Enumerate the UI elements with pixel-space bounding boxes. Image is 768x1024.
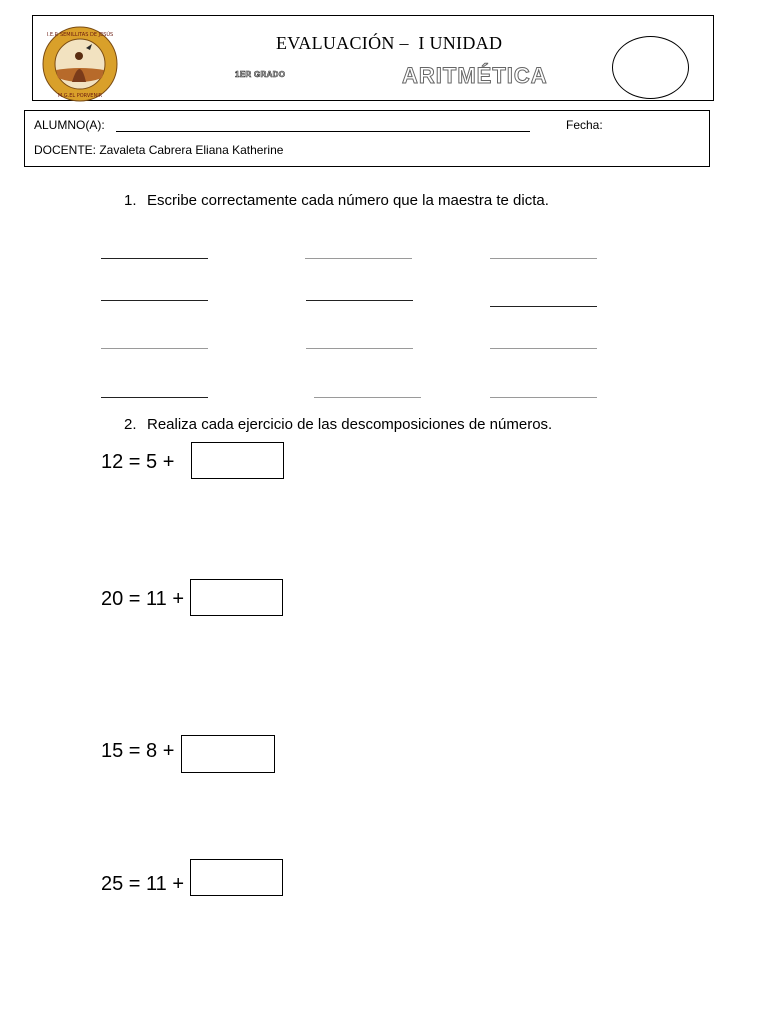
question-number: 1. bbox=[124, 192, 137, 209]
school-seal-logo bbox=[42, 26, 118, 102]
dictation-line[interactable] bbox=[490, 306, 597, 307]
dictation-line[interactable] bbox=[101, 258, 208, 259]
dictation-line[interactable] bbox=[314, 397, 421, 398]
question-text: Escribe correctamente cada número que la maestra te dicta. bbox=[147, 192, 549, 209]
header-box bbox=[32, 15, 714, 101]
dictation-line[interactable] bbox=[101, 397, 208, 398]
dictation-line[interactable] bbox=[306, 348, 413, 349]
question-number: 2. bbox=[124, 416, 137, 433]
student-info-box bbox=[24, 110, 710, 167]
equation-text: 20 = 11 + bbox=[101, 588, 185, 610]
date-label: Fecha: bbox=[566, 118, 603, 132]
student-name-label: ALUMNO(A): bbox=[34, 118, 105, 132]
grade-label: 1ER GRADO bbox=[235, 70, 286, 79]
exam-title: EVALUACIÓN – I UNIDAD bbox=[276, 33, 503, 53]
question-text: Realiza cada ejercicio de las descomposiciones de números. bbox=[147, 416, 553, 433]
teacher-label: DOCENTE: Zavaleta Cabrera Eliana Katherine bbox=[34, 143, 284, 157]
answer-box[interactable] bbox=[191, 442, 284, 479]
dictation-line[interactable] bbox=[490, 397, 597, 398]
dictation-line[interactable] bbox=[306, 300, 413, 301]
dictation-line[interactable] bbox=[101, 300, 208, 301]
answer-box[interactable] bbox=[190, 579, 283, 616]
equation-text: 25 = 11 + bbox=[101, 873, 185, 895]
equation-text: 15 = 8 + bbox=[101, 740, 175, 762]
equation-text: 12 = 5 + bbox=[101, 451, 175, 473]
answer-box[interactable] bbox=[190, 859, 283, 896]
dictation-line[interactable] bbox=[490, 258, 597, 259]
subject-title: ARITMÉTICA bbox=[402, 63, 548, 88]
svg-text:M.G.EL PORVENIR: M.G.EL PORVENIR bbox=[57, 93, 103, 99]
dictation-line[interactable] bbox=[305, 258, 412, 259]
svg-text:I.E.P. SEMILLITAS DE JESÚS: I.E.P. SEMILLITAS DE JESÚS bbox=[46, 32, 114, 38]
student-name-field[interactable] bbox=[116, 131, 530, 132]
score-oval[interactable] bbox=[612, 36, 689, 99]
answer-box[interactable] bbox=[181, 735, 275, 773]
dictation-line[interactable] bbox=[101, 348, 208, 349]
dictation-line[interactable] bbox=[490, 348, 597, 349]
